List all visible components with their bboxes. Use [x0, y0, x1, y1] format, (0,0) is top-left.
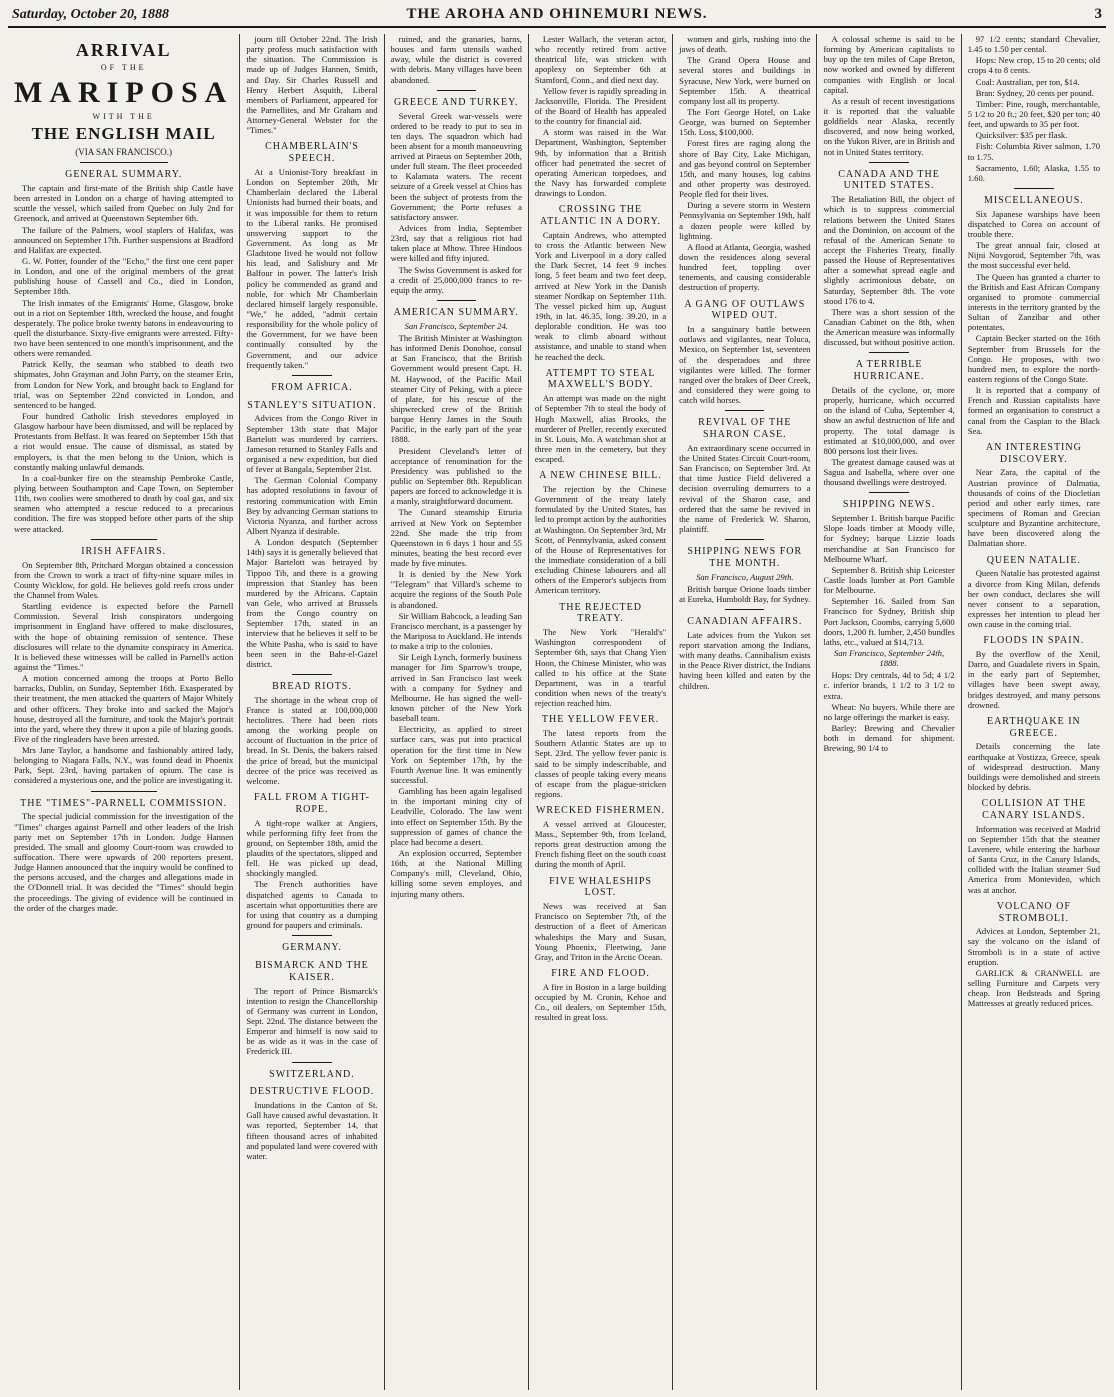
article-paragraph: The Queen has granted a charter to the British and East African Company organised to promote commercial interests in the territory granted by the Sultan of Zanzibar and other potentates. — [967, 271, 1100, 333]
article-paragraph: The failure of the Palmers, wool staplers of Halifax, was announced on September 17th. Further suspensions at Bradford and Halifax are expected. — [14, 224, 234, 255]
article-paragraph: Details of the cyclone, or, more properly, hurricane, which occurred on the island of Cuba, September 4, show an awful destruction of life and property. The total damage is estimated at $10,000,000, and over 800 persons lost their lives. — [823, 384, 955, 456]
article-paragraph: Mrs Jane Taylor, a handsome and fashionably attired lady, belonging to Niagara Falls, N.Y., was found dead in Phoenix Park, Sept. 23rd, having partaken of opium. The case is considered a mysterious one, and the police are investigating it. — [14, 745, 234, 786]
article-paragraph: Captain Becker started on the 16th September from Brussels for the Congo. He proposes, with two hundred men, to explore the north-eastern regions of the Congo State. — [967, 333, 1100, 385]
section-subheading: BISMARCK AND THE KAISER. — [255, 959, 369, 983]
article-paragraph: An extraordinary scene occurred in the United States Circuit Court-room, San Francisco, on September 3rd. At that time Justice Field delivered a decision overruling demurrers to a revival of the Sharon case, and ordered that the same be revived in the name of Frederick W. Sharon, plaintiff. — [679, 442, 811, 534]
article-paragraph: The Irish inmates of the Emigrants' Home, Glasgow, broke out in a riot on September 18th, wrecked the house, and fought desperately. The police broke twenty batons in endeavouring to quell the disturbance. Sixty-five emigrants were arrested. Fifty-two have been sentenced to one month's imprisonment, and the others were remanded. — [14, 297, 234, 359]
article-paragraph: The German Colonial Company has adopted resolutions in favour of restoring communication with Emin Bey by advancing German stations to Victoria Nyanza, and further across Albert Nyanza if desirable. — [246, 475, 378, 536]
article-paragraph: A colossal scheme is said to be forming by American capitalists to buy up the ten miles of Cape Breton, now worked and owned by different companies with English or local capital. — [823, 34, 955, 95]
article-paragraph: ruined, and the granaries, barns, houses and farm utensils washed away, while the district is covered with debris. Many villages have been abandoned. — [390, 34, 522, 85]
column-6 — [817, 34, 961, 1390]
article-paragraph: Details concerning the late earthquake at Vostizza, Greece, speak of widespread destruction. Many buildings were demolished and streets blocked by debris. — [967, 741, 1100, 793]
divider — [869, 352, 908, 353]
divider — [80, 162, 168, 163]
section-heading: SHIPPING NEWS. — [842, 499, 936, 511]
dateline: San Francisco, August 29th. — [696, 571, 794, 582]
column-5 — [673, 34, 817, 1390]
divider — [292, 1062, 331, 1063]
article-paragraph: September 16. Sailed from San Francisco for Sydney, British ship Port Jackson, Coombs, carrying 5,600 doors, 1,200 ft. lumber, 2,450 bundles laths, etc., valued at $14,713. — [823, 596, 955, 647]
banner-english-mail: THE ENGLISH MAIL — [31, 123, 216, 143]
article-paragraph: women and girls, rushing into the jaws of death. — [679, 34, 811, 55]
divider — [1014, 188, 1054, 189]
article-paragraph: A tight-rope walker at Angiers, while performing fifty feet from the ground, on September 18th, amid the plaudits of the spectators, slipped and fell. He was picked up dead, shockingly mangled. — [246, 817, 378, 879]
article-paragraph: Captain Andrews, who attempted to cross the Atlantic between New York and Liverpool in a dory called the Dark Secret, 14 feet 9 inches long, 5 feet beam and two feet deep, arrived at New York in the Danish steamer Nordkap on September 11th. The vessel picked him up, August 19th, in lat. 46.35, long. 39.20, in a deplorable condition. He was too weak to climb aboard without assistance, and unable to stand when he reached the deck. — [534, 229, 667, 362]
article-paragraph: Information was received at Madrid on September 15th that the steamer Lavenere, while entering the harbour of Santa Cruz, in the Canary Islands, collided with the Italian steamer Sud America from Montevideo, which was at anchor. — [967, 823, 1100, 895]
article-paragraph: September 8. British ship Leicester Castle loads lumber at Port Gamble for Melbourne. — [823, 564, 955, 596]
section-heading: IRISH AFFAIRS. — [81, 545, 167, 557]
section-heading: QUEEN NATALIE. — [986, 554, 1081, 566]
section-heading: MISCELLANEOUS. — [983, 194, 1084, 206]
article-paragraph: There was a short session of the Canadian Cabinet on the 8th, when the American measure was informally discussed, but without positive action. — [823, 306, 955, 348]
divider — [437, 300, 476, 301]
section-heading: CHAMBERLAIN'S SPEECH. — [265, 141, 359, 165]
newspaper-title: THE AROHA AND OHINEMURI NEWS. — [406, 6, 708, 23]
article-paragraph: Sir William Babcock, a leading San Francisco merchant, is a passenger by the Mariposa to Auckland. He intends to make a trip to the colonies. — [390, 610, 522, 652]
divider — [437, 90, 476, 91]
article-paragraph: Inundations in the Canton of St. Gall have caused awful devastation. It was reported, September 14, that fifteen thousand acres of inhabited and populated land were covered with water. — [246, 1100, 378, 1161]
column-1 — [8, 34, 240, 1390]
article-paragraph: Barley: Brewing and Chevalier both in demand for shipment. Brewing, 90 1/4 to — [823, 723, 955, 754]
article-paragraph: Yellow fever is rapidly spreading in Jacksonville, Florida. The President of the Board of Health has appealed to the country for financial aid. — [534, 85, 667, 127]
section-heading: CROSSING THE ATLANTIC IN A DORY. — [540, 204, 662, 228]
article-paragraph: At a Unionist-Tory breakfast in London on September 20th, Mr Chamberlain declared the Liberal Unionists had burned their boats, and it was impossible for them to return to the Liberal ranks. He promised unswerving support to the Government. As long as Mr Gladstone lived he would not follow his lead, and Salisbury and Mr Balfour in power. The latter's Irish policy he commended as grand and noble, for which Mr Chamberlain declared himself largely responsible. "We," he added, "admit certain responsibility for the whole policy of the Government, for we have been continually consulted by the Government, and our advice frequently taken." — [246, 167, 378, 370]
section-heading: FIRE AND FLOOD. — [551, 968, 650, 980]
divider — [292, 935, 331, 936]
divider — [91, 539, 157, 540]
article-paragraph: Quicksilver: $35 per flask. — [975, 130, 1068, 141]
article-paragraph: The special judicial commission for the investigation of the "Times" charges against Parnell and other leaders of the Irish party met on September 17th in London. Judge Hannen presided. The small and gloomy Court-room was crowded to suffocation. There were upwards of 200 reporters present. Judge Hannen announced that the inquiry would be confined to the persons accused, and the charges and allegations made in the O'Donnell trial. It was decided the "Times" should begin the proceedings. The giving of evidence will be continued in the order of the charges made. — [14, 811, 234, 913]
section-heading: THE YELLOW FEVER. — [541, 714, 660, 726]
article-paragraph: A London despatch (September 14th) says it is generally believed that Major Bartelott was betrayed by Tippoo Tib, and there is a growing impression that Stanley has been murdered by the Africans. Captain van Gele, who arrived at Brussels from the Congo country on September 17th, stated in an interview that he believes it self to be the White Pasha, who is said to have been seen in the Bahr-el-Gazel district. — [246, 537, 378, 669]
article-paragraph: By the overflow of the Xenil, Darro, and Guadalete rivers in Spain, in the early part of September, villages have been swept away, bridges destroyed, and many persons drowned. — [967, 649, 1100, 710]
article-paragraph: The latest reports from the Southern Atlantic States are up to Sept. 23rd. The yellow fever panic is said to be simply indescribable, and classes of people taking every means of escape from the plague-stricken regions. — [534, 728, 667, 799]
issue-date: Saturday, October 20, 1888 — [12, 6, 169, 22]
article-paragraph: In a coal-bunker fire on the steamship Pembroke Castle, plying between Southampton and Cape Town, on September 11th, two coolies were smothered to death by coal gas, and six seamen who attempted a rescue reduced to a precarious condition. The fire was stopped before other parts of the ship were attacked. — [14, 472, 234, 534]
article-paragraph: On September 8th, Pritchard Morgan obtained a concession from the Crown to work a tract of fifty-nine square miles in County Wicklow, for gold. He believes gold reefs cross under the Channel from Wales. — [14, 559, 234, 600]
section-heading: FLOODS IN SPAIN. — [983, 635, 1085, 647]
section-heading: CANADA AND THE UNITED STATES. — [838, 168, 940, 192]
banner-mariposa: MARIPOSA — [14, 75, 234, 109]
section-heading: SHIPPING NEWS FOR THE MONTH. — [687, 546, 803, 569]
article-paragraph: G. W. Potter, founder of the "Echo," the first one cent paper in London, and one of the original members of the great publishing house of Cassell and Co., died in London, September 18th. — [14, 255, 234, 297]
article-paragraph: Timber: Pine, rough, merchantable, 5 1/2 to 20 ft.; 20 feet, $20 per ton; 40 feet, and upwards to 35 per foot. — [967, 98, 1100, 130]
divider — [292, 674, 331, 675]
article-paragraph: As a result of recent investigations it is reported that the valuable goldfields near Alaska, recently discovered, and now being worked, on the Yukon River, are in British and not in United States territory. — [823, 95, 955, 157]
dateline: San Francisco, September 24. — [404, 320, 508, 331]
article-paragraph: Electricity, as applied to street surface cars, was put into practical operation for the first time in New York on September 17th, by the Fourth Avenue line. It was eminently successful. — [390, 724, 522, 786]
article-paragraph: 97 1/2 cents; standard Chevalier, 1.45 to 1.50 per cental. — [967, 34, 1100, 55]
section-heading: SWITZERLAND. — [269, 1068, 355, 1080]
article-paragraph: A flood at Atlanta, Georgia, washed down the residences along several hundred feet, toppling over tenements, and causing considerable destruction of property. — [679, 241, 811, 293]
article-paragraph: Startling evidence is expected before the Parnell Commission. Several Irish conspirators undergoing imprisonment in England have offered to make disclosures, with the hope of obtaining remission of sentence. These disclosures will relate to the dynamite conspiracy in America. It is believed these witnesses will be called in Parnell's action against the "Times." — [14, 601, 234, 672]
section-heading: EARTHQUAKE IN GREECE. — [986, 715, 1081, 739]
banner-of-the: OF THE — [100, 63, 147, 73]
section-heading: REVIVAL OF THE SHARON CASE. — [698, 417, 792, 441]
article-paragraph: A storm was raised in the War Department, Washington, September 9th, by information that a British officer had penetrated the secret of operating American torpedoes, and the Navy has forwarded complete drawings to London. — [534, 127, 667, 199]
column-7 — [962, 34, 1106, 1390]
article-paragraph: Near Zara, the capital of the Austrian province of Dalmatia, thousands of coins of the Diocletian period and other early times, rare specimens of Roman and Grecian sculpture and Byzantine architecture, have been discovered along the Dalmatian shore. — [967, 467, 1100, 549]
divider — [91, 791, 157, 792]
article-paragraph: During a severe storm in Western Pennsylvania on September 19th, half a dozen people were killed by lightning. — [679, 200, 811, 241]
article-paragraph: British barque Orione loads timber at Eureka, Humboldt Bay, for Sydney. — [679, 583, 811, 604]
advertisement: GARLICK & CRANWELL are selling Furniture and Carpets very cheap. Iron Bedsteads and Spring Mattresses at greatly reduced prices. — [967, 967, 1100, 1009]
article-paragraph: Hops: Dry centrals, 4d to 5d; 4 1/2 c. inferior brands, 1 1/2 to 3 1/2 to extra. — [823, 670, 955, 701]
article-paragraph: Fish: Columbia River salmon, 1.70 to 1.75. — [967, 141, 1100, 162]
article-paragraph: Wheat: No buyers. While there are no large offerings the market is easy. — [823, 701, 955, 722]
divider — [292, 375, 331, 376]
article-paragraph: journ till October 22nd. The Irish party profess much satisfaction with the situation. The Commission is made up of Judges Hannen, Smith, and Day. Sir Charles Russell and Henry Herbert Asquith, Liberal members of Parliament, appeared for the Parnellites, and Mr Graham and Attorney-General Webster for the "Times." — [246, 34, 378, 136]
dateline: San Francisco, September 24th, 1888. — [834, 648, 945, 669]
article-paragraph: Advices from the Congo River in September 13th state that Major Bartelott was murdered by carriers. Jameson returned to Stanley Falls and organised a new expedition, but died of fever at Bangala, September 21st. — [246, 413, 378, 475]
section-heading: AN INTERESTING DISCOVERY. — [985, 441, 1082, 465]
section-heading: A TERRIBLE HURRICANE. — [853, 359, 925, 383]
article-paragraph: In a sanguinary battle between outlaws and vigilantes, near Toluca, Mexico, on September 1st, seventeen of the desperadoes and three vigilantes were killed. The former ranged over the brakes of Deer Creek, and considered they were going to catch wild horses. — [679, 324, 811, 406]
columns — [8, 34, 1106, 1390]
section-heading: FIVE WHALESHIPS LOST. — [549, 875, 652, 899]
article-paragraph: Sacramento, 1.60; Alaska, 1.55 to 1.60. — [967, 162, 1100, 183]
section-heading: WRECKED FISHERMEN. — [535, 805, 666, 817]
section-heading: ATTEMPT TO STEAL MAXWELL'S BODY. — [545, 367, 656, 391]
divider — [725, 539, 764, 540]
column-3 — [385, 34, 529, 1390]
section-heading: THE "TIMES"-PARNELL COMMISSION. — [20, 797, 228, 809]
article-paragraph: Coal: Australian, per ton, $14. — [975, 76, 1080, 87]
section-heading: GERMANY. — [282, 942, 342, 954]
article-paragraph: It is reported that a company of French and Russian capitalists have formed an organisation to construct a canal from the Caspian to the Black Sea. — [967, 385, 1100, 436]
article-paragraph: The Fort George Hotel, on Lake George, was burned on September 15th. Loss, $100,000. — [679, 106, 811, 138]
section-heading: VOLCANO OF STROMBOLI. — [996, 900, 1071, 924]
article-paragraph: President Cleveland's letter of acceptance of renomination for the Presidency was published to the public on September 8th. Republican papers are forced to acknowledge it is a manly, straightforward document. — [390, 445, 522, 507]
article-paragraph: The rejection by the Chinese Government of the treaty lately formulated by the United States, has led to prompt action by the authorities at Washington. On September 3rd, Mr Scott, of Pennsylvania, asked consent of the House of Representatives for the immediate consideration of a bill excluding Chinese labourers and all others of the Emperor's subjects from American territory. — [534, 484, 667, 596]
article-paragraph: The greatest damage caused was at Sagua and Isabella, where over one thousand dwellings were destroyed. — [823, 456, 955, 488]
article-paragraph: Six Japanese warships have been dispatched to Corea on account of trouble there. — [967, 208, 1100, 240]
section-heading: BREAD RIOTS. — [272, 680, 352, 692]
article-paragraph: The report of Prince Bismarck's intention to resign the Chancellorship of Germany was current in London, Sept. 22nd. The distance between the Emperor and himself is now said to be as wide as it was in the case of Frederick III. — [246, 985, 378, 1057]
article-paragraph: The captain and first-mate of the British ship Castle have been arrested in London on a charge of having attempted to scuttle the vessel, which sailed from Quebec on July 2nd for Greenock, and arrived at Queenstown September 6th. — [14, 182, 234, 224]
column-2 — [240, 34, 384, 1390]
section-subheading: STANLEY'S SITUATION. — [247, 399, 377, 411]
article-paragraph: Several Greek war-vessels were ordered to be ready to put to sea in ten days. The squadron which had been absent for a month manoeuvring arrived at Piraeus on September 20th, under full steam. The fleet proceeded to Kalamata waters. The recent seizure of a Greek vessel at Chios has been the subject of protests from the Government; the Porte refuses a satisfactory answer. — [390, 110, 522, 222]
section-heading: FALL FROM A TIGHT-ROPE. — [253, 791, 371, 815]
article-paragraph: Sir Leigh Lynch, formerly business manager for Jim Sparrow's troupe, arrived in San Francisco last week with a company for Sydney and Melbourne. He has signed the well-known pitcher of the New York baseball team. — [390, 652, 522, 724]
divider — [869, 162, 908, 163]
article-paragraph: Advices from India, September 23rd, say that a religious riot had taken place at Mhow. Three Hindoos were killed and fifty injured. — [390, 223, 522, 264]
article-paragraph: Late advices from the Yukon set report starvation among the Indians, with many deaths. Cannibalism exists in the Peace River district, the Indians having been killed and eaten by the children. — [679, 629, 811, 691]
section-heading: A NEW CHINESE BILL. — [539, 470, 662, 482]
article-paragraph: Patrick Kelly, the seaman who stabbed to death two shipmates, John Grayman and John Parry, on the steamer Erin, from London for New York, and brought back to England for trial, was on September 22nd convicted in London, and sentenced to be hanged. — [14, 359, 234, 410]
article-paragraph: September 1. British barque Pacific Slope loads timber at Moody ville, for Sydney; barque Lizzie loads merchandise at San Francisco for Melbourne Wharf. — [823, 513, 955, 564]
article-paragraph: Advices at London, September 21, say the volcano on the island of Stromboli is in a state of active eruption. — [967, 926, 1100, 967]
article-paragraph: Bran: Sydney, 20 cents per pound. — [975, 87, 1094, 98]
article-paragraph: Queen Natalie has protested against a divorce from King Milan, defends her own conduct, declares she will never consent to a separation, expresses her intention to plead her own cause in the coming trial. — [967, 568, 1100, 630]
mail-banner — [14, 40, 233, 157]
section-heading: GENERAL SUMMARY. — [65, 169, 183, 181]
section-heading: CANADIAN AFFAIRS. — [687, 616, 803, 628]
article-paragraph: The great annual fair, closed at Nijni Novgorod, September 7th, was the most successful ever held. — [967, 240, 1100, 271]
masthead — [8, 4, 1106, 28]
article-paragraph: An attempt was made on the night of September 7th to steal the body of Hugh Maxwell, alias Brooks, the murderer of Preller, recently executed in St. Louis, Mo. A watchman shot at three men in the cemetery, but they escaped. — [534, 393, 667, 465]
article-paragraph: A fire in Boston in a large building occupied by M. Cronin, Kehoe and Co., oil dealers, on September 15th, resulted in great loss. — [534, 981, 667, 1023]
page-number: 3 — [1094, 6, 1102, 23]
divider — [725, 609, 764, 610]
article-paragraph: A vessel arrived at Gloucester, Mass., September 9th, from Iceland, reports great destruction among the French fishing fleet on the south coast during the month of April. — [534, 818, 667, 870]
article-paragraph: The shortage in the wheat crop of France is stated at 100,000,000 hectolitres. There had been riots among the working people on account of fluctuation in the price of bread. In St. Denis, the bakers raised the price of bread, but the municipal decree of the price was received as welcome. — [246, 694, 378, 786]
article-paragraph: The British Minister at Washington has informed Denis Donohoe, consul at San Francisco, that the British Government would present Capt. H. M. Haywood, of the Pacific Mail steamer City of Peking, with a piece of plate, for his rescue of the shipwrecked crew of the British barque Henry James in the South Pacific, in the early part of the year 1888. — [390, 332, 522, 445]
divider — [725, 410, 764, 411]
article-paragraph: A motion concerned among the troops at Porto Bello barracks, Dublin, on Sunday, September 16th. Exasperated by their treatment, the men attacked the quarters of Major Whitely and other officers. They broke into and sacked the Major's house, destroyed all the furniture, and took the Major's portrait into the yard, where they threw it upon a pile of blazing goods. Five of the ringleaders have been arrested. — [14, 673, 234, 744]
article-paragraph: The Grand Opera House and several stores and buildings in Syracuse, New York, were burned on September 15th. A theatrical company lost all its property. — [679, 55, 811, 106]
article-paragraph: The Retaliation Bill, the object of which is to suppress commercial relations between the United States and the Dominion, on account of the refusal of the American Senate to accept the Fisheries Treaty, finally passed the House of Representatives after a somewhat spread eagle and slightly acrimonious debate, on Saturday, September 8th. The vote stood 176 to 4. — [823, 194, 955, 306]
section-heading: AMERICAN SUMMARY. — [393, 307, 519, 319]
article-paragraph: Gambling has been again legalised in the important mining city of Leadville, Colorado. The law went into effect on September 15th. By the suppression of games of chance the place had become a desert. — [390, 786, 522, 847]
section-heading: THE REJECTED TREATY. — [559, 601, 642, 625]
article-paragraph: The Cunard steamship Etruria arrived at New York on September 22nd. She made the trip from Queenstown in 6 days 1 hour and 55 minutes, beating the best record ever made by five minutes. — [390, 507, 522, 569]
section-heading: GREECE AND TURKEY. — [393, 96, 519, 108]
column-4 — [529, 34, 673, 1390]
section-heading: A GANG OF OUTLAWS WIPED OUT. — [684, 298, 806, 322]
article-paragraph: Forest fires are raging along the shore of Bay City, Lake Michigan, and gas beyond control on September 15th, and many houses, log cabins and other property was destroyed. People fled for their lives. — [679, 138, 811, 200]
article-paragraph: The French authorities have dispatched agents to Canada to ascertain what opportunities there are for using that country as a dumping ground for paupers and criminals. — [246, 879, 378, 930]
article-paragraph: Lester Wallach, the veteran actor, who recently retired from active theatrical life, was stricken with apoplexy on September 6th at Stamford, Conn., and died next day. — [534, 34, 667, 85]
banner-via: (VIA SAN FRANCISCO.) — [75, 146, 173, 157]
section-heading: COLLISION AT THE CANARY ISLANDS. — [981, 798, 1087, 821]
banner-with-the: WITH THE — [92, 112, 155, 122]
section-subheading: DESTRUCTIVE FLOOD. — [249, 1086, 375, 1098]
article-paragraph: Hops: New crop, 15 to 20 cents; old crops 4 to 8 cents. — [967, 55, 1100, 76]
article-paragraph: News was received at San Francisco on September 7th, of the destruction of a fleet of American whaleships the Mary and Susan, Young Phoenix, Fleetwing, Jane Gray, and Triton in the Arctic Ocean. — [534, 901, 667, 962]
newspaper-page — [8, 4, 1106, 1393]
divider — [869, 492, 908, 493]
article-paragraph: The New York "Herald's" Washington correspondent of September 6th, says that Chang Yien Hoon, the Chinese Minister, who was called to his office at the State Department, was in a tearful condition when news of the treaty's rejection reached him. — [534, 627, 667, 709]
article-paragraph: Four hundred Catholic Irish stevedores employed in Glasgow harbour have been dismissed, and will be replaced by Protestants from Belfast. It was feared on September 15th that a riot would ensue. The cause of dismissal, as stated by employers, is that the men belong to the Union, which is constantly making unlawful demands. — [14, 411, 234, 472]
section-heading: FROM AFRICA. — [271, 381, 353, 393]
article-paragraph: It is denied by the New York "Telegram" that Villard's scheme to acquire the regions of the South Pole is abandoned. — [390, 569, 522, 610]
banner-arrival: ARRIVAL — [75, 40, 172, 60]
article-paragraph: An explosion occurred, September 16th, at the National Milling Company's mill, Cleveland, Ohio, killing some seven employes, and injuring many others. — [390, 848, 522, 899]
article-paragraph: The Swiss Government is asked for a credit of 25,000,000 francs to re-equip the army. — [390, 264, 522, 295]
